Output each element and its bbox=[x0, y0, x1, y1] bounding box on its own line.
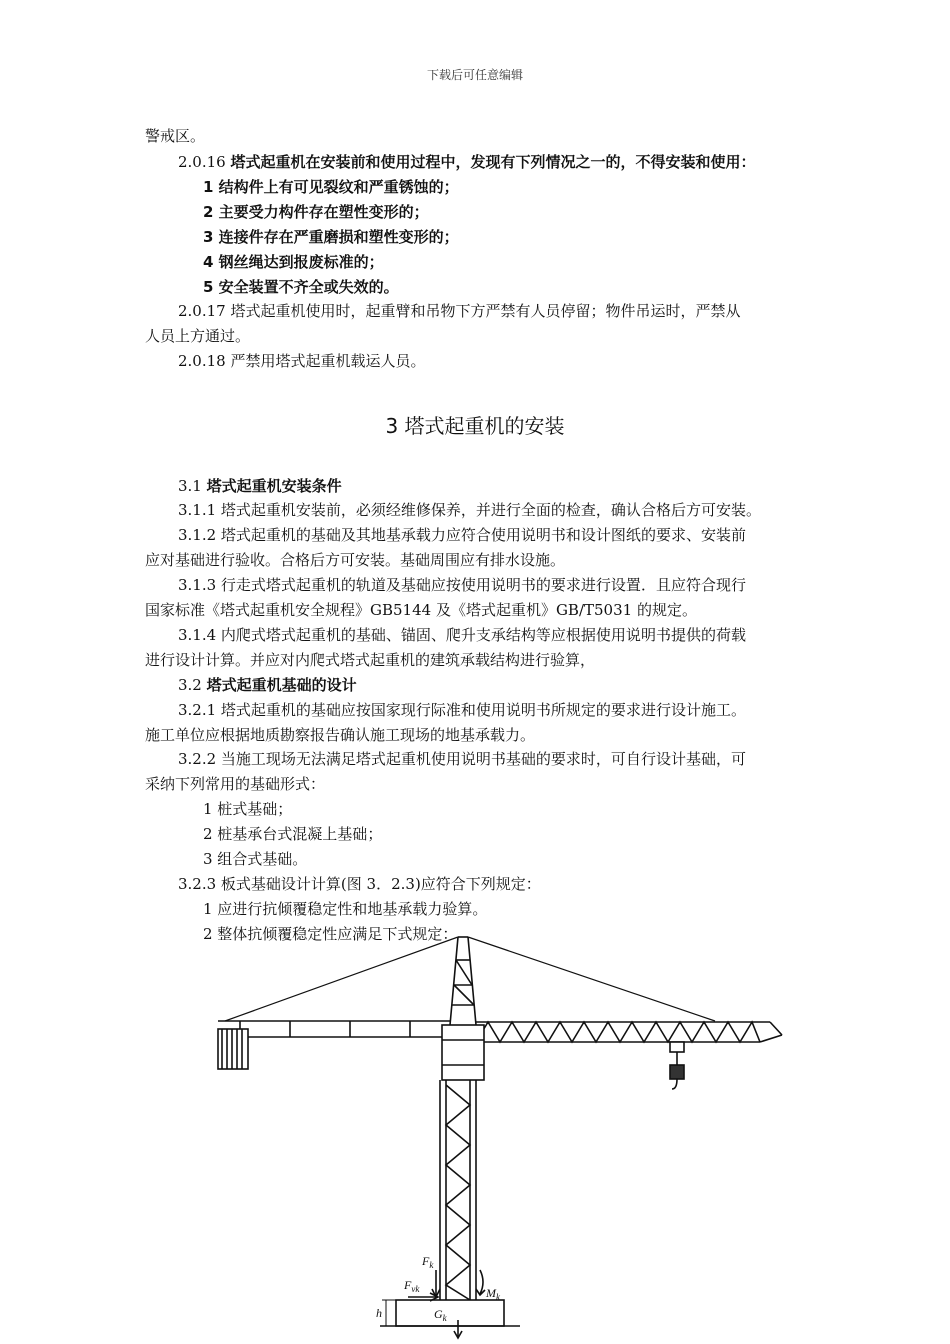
text-line bbox=[178, 476, 342, 496]
clause-number: 2.0.16 bbox=[178, 153, 231, 171]
text-line bbox=[178, 675, 357, 695]
text-line: 3.1.1 塔式起重机安装前，必须经维修保养，并进行全面的检查，确认合格后方可安装。 bbox=[178, 501, 761, 519]
text-line: 3 组合式基础。 bbox=[203, 850, 308, 868]
text-line: 2 主要受力构件存在塑性变形的； bbox=[203, 203, 429, 221]
text-line: 进行设计计算。并应对内爬式塔式起重机的建筑承载结构进行验算， bbox=[145, 651, 596, 669]
tower-crane-figure bbox=[200, 925, 800, 1340]
clause-heading: 塔式起重机安装条件 bbox=[206, 477, 342, 495]
mk-label: $M_k$ bbox=[486, 1286, 500, 1302]
moment-arrow bbox=[480, 1270, 483, 1294]
text-line: 1 应进行抗倾覆稳定性和地基承载力验算。 bbox=[203, 900, 488, 918]
text-line: 1 桩式基础； bbox=[203, 800, 293, 818]
text-line: 国家标准《塔式起重机安全规程》GB5144 及《塔式起重机》GB/T5031 的规定。 bbox=[145, 601, 697, 619]
counterweight bbox=[218, 1029, 248, 1069]
text-line: 2.0.17 塔式起重机使用时，起重臂和吊物下方严禁有人员停留；物件吊运时，严禁从 bbox=[178, 302, 741, 320]
chapter-title: 3 塔式起重机的安装 bbox=[385, 414, 565, 438]
text-line: 采纳下列常用的基础形式： bbox=[145, 775, 326, 793]
text-line: 5 安全装置不齐全或失效的。 bbox=[203, 278, 399, 296]
fh-label: $F_{vk}$ bbox=[404, 1278, 420, 1294]
jib-tie-rope bbox=[468, 937, 715, 1021]
h-label: h bbox=[376, 1306, 382, 1320]
counter-jib bbox=[218, 1021, 450, 1037]
text-line bbox=[178, 152, 756, 172]
gk-label: $G_k$ bbox=[434, 1307, 447, 1323]
page-header: 下载后可任意编辑 bbox=[426, 68, 523, 82]
fv-label: $F_k$ bbox=[422, 1254, 434, 1270]
text-line: 3.2.1 塔式起重机的基础应按国家现行际准和使用说明书所规定的要求进行设计施工。 bbox=[178, 701, 746, 719]
tower-mast bbox=[440, 1080, 476, 1300]
clause-heading: 塔式起重机基础的设计 bbox=[206, 676, 357, 694]
text-line: 2 整体抗倾覆稳定性应满足下式规定： bbox=[203, 925, 458, 943]
text-line: 1 结构件上有可见裂纹和严重锈蚀的； bbox=[203, 178, 459, 196]
text-line: 人员上方通过。 bbox=[145, 327, 251, 345]
clause-number: 3.1 bbox=[178, 477, 207, 495]
text-line: 3.1.2 塔式起重机的基础及其地基承载力应符合使用说明书和设计图纸的要求、安装前 bbox=[178, 526, 746, 544]
jib-truss bbox=[476, 1022, 782, 1042]
slewing-unit bbox=[442, 1025, 484, 1080]
counter-tie-rope bbox=[225, 937, 458, 1021]
text-line: 4 钢丝绳达到报废标准的； bbox=[203, 253, 384, 271]
text-line: 3.2.2 当施工现场无法满足塔式起重机使用说明书基础的要求时，可自行设计基础，可 bbox=[178, 750, 746, 768]
clause-heading: 塔式起重机在安装前和使用过程中，发现有下列情况之一的，不得安装和使用： bbox=[230, 153, 756, 171]
clause-number: 3.2 bbox=[178, 676, 207, 694]
text-line: 3.1.3 行走式塔式起重机的轨道及基础应按使用说明书的要求进行设置．且应符合现行 bbox=[178, 576, 746, 594]
trolley-hook bbox=[670, 1042, 684, 1089]
foundation-slab bbox=[396, 1300, 504, 1326]
text-line: 2.0.18 严禁用塔式起重机载运人员。 bbox=[178, 352, 426, 370]
text-line: 警戒区。 bbox=[145, 127, 206, 145]
text-line: 3.1.4 内爬式塔式起重机的基础、锚固、爬升支承结构等应根据使用说明书提供的荷载 bbox=[178, 626, 746, 644]
text-line: 3.2.3 板式基础设计计算(图 3．2.3)应符合下列规定： bbox=[178, 875, 541, 893]
tower-head bbox=[450, 937, 476, 1025]
text-line: 3 连接件存在严重磨损和塑性变形的； bbox=[203, 228, 459, 246]
text-line: 应对基础进行验收。合格后方可安装。基础周围应有排水设施。 bbox=[145, 551, 566, 569]
text-line: 施工单位应根据地质勘察报告确认施工现场的地基承载力。 bbox=[145, 726, 536, 744]
text-line: 2 桩基承台式混凝上基础； bbox=[203, 825, 383, 843]
